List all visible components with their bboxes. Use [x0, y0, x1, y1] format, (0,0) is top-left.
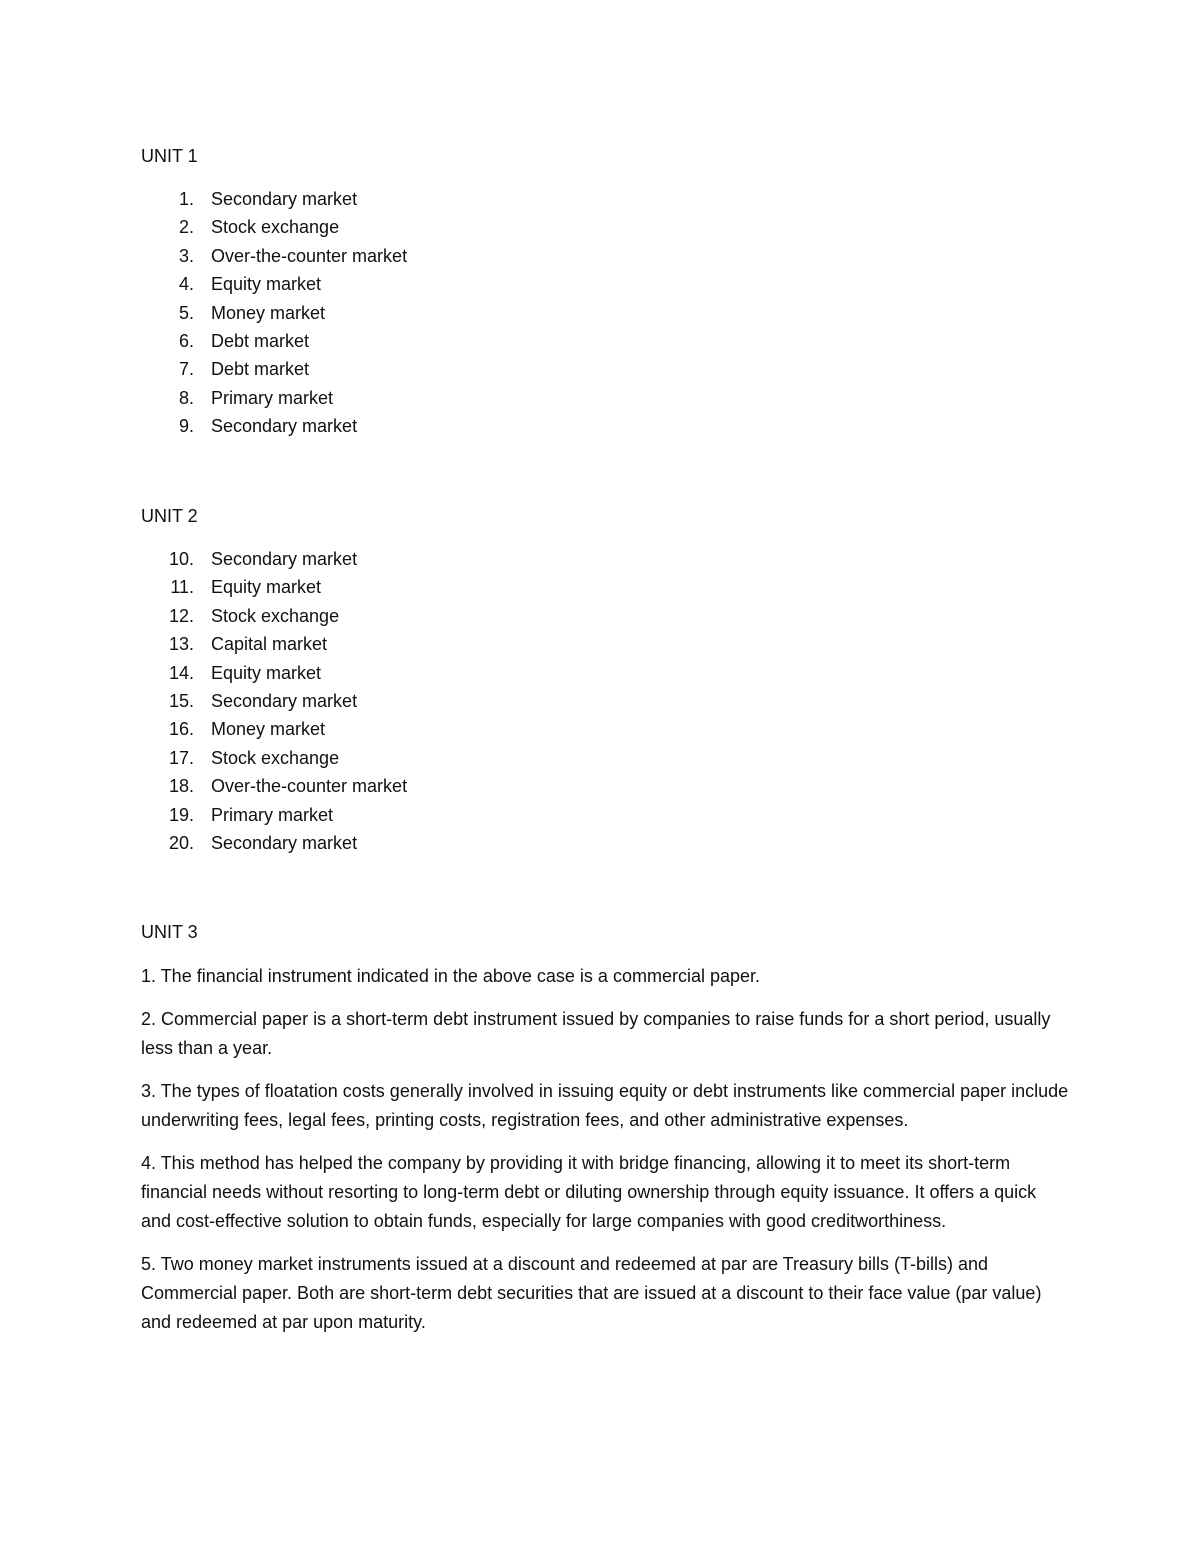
list-item-text: Over-the-counter market [211, 776, 408, 797]
list-item-text: Money market [211, 302, 326, 323]
list-item-number: 13. [168, 634, 194, 655]
list-item-number: 10. [168, 549, 194, 569]
list-item-number: 8. [178, 387, 194, 408]
list-item-text: Secondary market [211, 690, 358, 711]
unit-3-heading: UNIT 3 [141, 922, 198, 942]
list-item-number: 9. [178, 416, 194, 437]
list-item-text: Equity market [211, 577, 322, 598]
list-item-text: Capital market [211, 634, 328, 655]
list-item-number: 7. [178, 359, 194, 380]
list-item-text: Debt market [211, 330, 310, 351]
list-item-text: Stock exchange [211, 747, 340, 768]
answer-paragraph: 1. The financial instrument indicated in the above case is a commercial paper. [141, 966, 761, 986]
list-item-number: 5. [178, 302, 194, 323]
answer-paragraph: 5. Two money market instruments issued at a discount and redeemed at par are Treasury bills (T-bills) and Commercial paper. Both are short-term debt securities that are issued at a discount to their face value (par value) and redeemed at par upon maturity. [141, 1254, 1042, 1332]
list-item-text: Equity market [211, 274, 322, 295]
list-item-text: Stock exchange [211, 605, 340, 626]
list-item-number: 1. [178, 189, 194, 209]
list-item-text: Secondary market [211, 189, 358, 209]
list-item-text: Secondary market [211, 416, 358, 437]
list-item-number: 3. [178, 245, 194, 266]
list-item-text: Money market [211, 719, 326, 740]
list-item-number: 17. [168, 747, 194, 768]
list-item-text: Primary market [211, 387, 334, 408]
list-item-text: Debt market [211, 359, 310, 380]
list-item-number: 4. [178, 274, 194, 295]
answer-paragraph: 3. The types of floatation costs generally involved in issuing equity or debt instruments like commercial paper include underwriting fees, legal fees, printing costs, registration fees, and other administrative expenses. [141, 1081, 1069, 1131]
list-item-number: 11. [170, 577, 194, 598]
unit-3-answers [141, 962, 1071, 1351]
answer-paragraph: 4. This method has helped the company by providing it with bridge financing, allowing it to meet its short-term financial needs without resorting to long-term debt or diluting ownership through equity issuance. It offers a quick and cost-effective solution to obtain funds, especially for large companies with good creditworthiness. [141, 1153, 1037, 1232]
list-item-text: Equity market [211, 662, 322, 683]
list-item-number: 12. [168, 605, 194, 626]
unit-2-heading: UNIT 2 [141, 506, 198, 526]
list-item-number: 19. [168, 804, 194, 825]
list-item-number: 20. [168, 832, 194, 853]
list-item-text: Stock exchange [211, 217, 340, 238]
list-item-number: 16. [168, 719, 194, 740]
list-item-number: 2. [178, 217, 194, 238]
list-item-number: 14. [168, 662, 194, 683]
list-item-number: 6. [178, 330, 194, 351]
list-item-text: Secondary market [211, 832, 358, 853]
list-item-text: Secondary market [211, 549, 358, 569]
list-item-text: Primary market [211, 804, 334, 825]
unit-1-heading: UNIT 1 [141, 146, 198, 166]
list-item-text: Over-the-counter market [211, 245, 408, 266]
list-item-number: 15. [168, 690, 194, 711]
list-item-number: 18. [168, 776, 194, 797]
answer-paragraph: 2. Commercial paper is a short-term debt instrument issued by companies to raise funds for a short period, usually less than a year. [141, 1009, 1051, 1059]
